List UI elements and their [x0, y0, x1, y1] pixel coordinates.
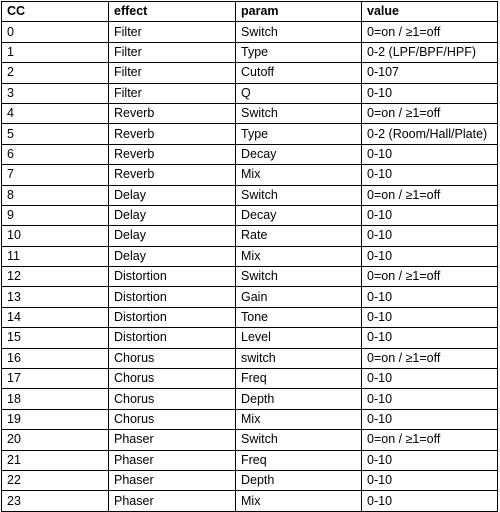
cell-effect: Chorus: [109, 369, 236, 389]
cell-param: Type: [236, 42, 362, 62]
cell-cc: 10: [2, 226, 109, 246]
table-row: [2, 226, 498, 246]
cell-cc: 15: [2, 328, 109, 348]
header-value: value: [362, 2, 498, 22]
cell-value: 0-10: [362, 83, 498, 103]
cell-cc: 9: [2, 205, 109, 225]
cell-param: Q: [236, 83, 362, 103]
cell-param: Depth: [236, 470, 362, 490]
cell-value: 0=on / ≥1=off: [362, 103, 498, 123]
cell-cc: 16: [2, 348, 109, 368]
cell-effect: Filter: [109, 63, 236, 83]
cell-cc: 19: [2, 409, 109, 429]
cell-cc: 2: [2, 63, 109, 83]
table-row: [2, 42, 498, 62]
cell-param: Decay: [236, 144, 362, 164]
cc-mapping-table: [1, 1, 498, 512]
table-row: [2, 389, 498, 409]
cell-value: 0-10: [362, 144, 498, 164]
cell-effect: Chorus: [109, 389, 236, 409]
table-row: [2, 144, 498, 164]
cell-value: 0-10: [362, 369, 498, 389]
cell-param: Cutoff: [236, 63, 362, 83]
cell-cc: 17: [2, 369, 109, 389]
cell-cc: 5: [2, 124, 109, 144]
cell-effect: Delay: [109, 246, 236, 266]
cell-param: Switch: [236, 22, 362, 42]
cell-param: Switch: [236, 185, 362, 205]
table-row: [2, 328, 498, 348]
table-row: [2, 22, 498, 42]
header-cc: CC: [2, 2, 109, 22]
cell-param: Mix: [236, 409, 362, 429]
cell-param: Decay: [236, 205, 362, 225]
cell-param: Depth: [236, 389, 362, 409]
cell-effect: Chorus: [109, 348, 236, 368]
cell-param: Freq: [236, 450, 362, 470]
cell-cc: 1: [2, 42, 109, 62]
cell-param: switch: [236, 348, 362, 368]
cell-value: 0-2 (Room/Hall/Plate): [362, 124, 498, 144]
cell-cc: 6: [2, 144, 109, 164]
table-row: [2, 103, 498, 123]
cell-param: Freq: [236, 369, 362, 389]
cell-value: 0-10: [362, 205, 498, 225]
cell-param: Level: [236, 328, 362, 348]
table-row: [2, 369, 498, 389]
table-row: [2, 165, 498, 185]
table-row: [2, 124, 498, 144]
cell-value: 0-10: [362, 246, 498, 266]
cell-effect: Reverb: [109, 124, 236, 144]
cell-effect: Distortion: [109, 287, 236, 307]
cell-effect: Filter: [109, 22, 236, 42]
cell-cc: 21: [2, 450, 109, 470]
cell-effect: Distortion: [109, 328, 236, 348]
cell-cc: 11: [2, 246, 109, 266]
cell-value: 0=on / ≥1=off: [362, 430, 498, 450]
cell-cc: 3: [2, 83, 109, 103]
table-row: [2, 246, 498, 266]
table-row: [2, 430, 498, 450]
cell-value: 0-10: [362, 409, 498, 429]
cell-param: Switch: [236, 267, 362, 287]
cell-effect: Distortion: [109, 307, 236, 327]
table-row: [2, 491, 498, 511]
header-param: param: [236, 2, 362, 22]
cell-value: 0=on / ≥1=off: [362, 185, 498, 205]
table-row: [2, 83, 498, 103]
cell-effect: Phaser: [109, 491, 236, 511]
table-row: [2, 267, 498, 287]
cell-param: Rate: [236, 226, 362, 246]
cell-cc: 12: [2, 267, 109, 287]
table-row: [2, 450, 498, 470]
cell-param: Switch: [236, 103, 362, 123]
cell-cc: 4: [2, 103, 109, 123]
cell-param: Mix: [236, 246, 362, 266]
cell-cc: 13: [2, 287, 109, 307]
table-row: [2, 470, 498, 490]
cell-cc: 23: [2, 491, 109, 511]
cell-param: Mix: [236, 165, 362, 185]
cell-param: Mix: [236, 491, 362, 511]
cell-effect: Phaser: [109, 470, 236, 490]
cell-cc: 14: [2, 307, 109, 327]
cell-value: 0-10: [362, 389, 498, 409]
cell-value: 0=on / ≥1=off: [362, 348, 498, 368]
cell-cc: 22: [2, 470, 109, 490]
cell-param: Type: [236, 124, 362, 144]
cell-effect: Phaser: [109, 430, 236, 450]
table-body: [2, 22, 498, 511]
table-row: [2, 348, 498, 368]
cell-value: 0-107: [362, 63, 498, 83]
cell-effect: Filter: [109, 83, 236, 103]
cell-cc: 20: [2, 430, 109, 450]
cell-effect: Delay: [109, 226, 236, 246]
cell-param: Gain: [236, 287, 362, 307]
cell-value: 0-10: [362, 470, 498, 490]
cell-value: 0=on / ≥1=off: [362, 22, 498, 42]
header-effect: effect: [109, 2, 236, 22]
cell-value: 0=on / ≥1=off: [362, 267, 498, 287]
cell-value: 0-10: [362, 450, 498, 470]
cell-value: 0-10: [362, 328, 498, 348]
cell-cc: 8: [2, 185, 109, 205]
cell-cc: 18: [2, 389, 109, 409]
cell-value: 0-2 (LPF/BPF/HPF): [362, 42, 498, 62]
table-row: [2, 287, 498, 307]
cell-param: Tone: [236, 307, 362, 327]
cell-effect: Distortion: [109, 267, 236, 287]
cell-effect: Delay: [109, 185, 236, 205]
cell-effect: Reverb: [109, 103, 236, 123]
cell-value: 0-10: [362, 287, 498, 307]
cell-effect: Reverb: [109, 144, 236, 164]
cell-effect: Phaser: [109, 450, 236, 470]
cell-effect: Reverb: [109, 165, 236, 185]
cell-cc: 7: [2, 165, 109, 185]
table-row: [2, 205, 498, 225]
cell-effect: Delay: [109, 205, 236, 225]
table-row: [2, 185, 498, 205]
table-row: [2, 63, 498, 83]
table-header-row: [2, 2, 498, 22]
cell-cc: 0: [2, 22, 109, 42]
cell-value: 0-10: [362, 226, 498, 246]
cell-effect: Filter: [109, 42, 236, 62]
cell-value: 0-10: [362, 491, 498, 511]
cell-param: Switch: [236, 430, 362, 450]
cell-value: 0-10: [362, 307, 498, 327]
cell-effect: Chorus: [109, 409, 236, 429]
table-row: [2, 307, 498, 327]
cell-value: 0-10: [362, 165, 498, 185]
table-row: [2, 409, 498, 429]
